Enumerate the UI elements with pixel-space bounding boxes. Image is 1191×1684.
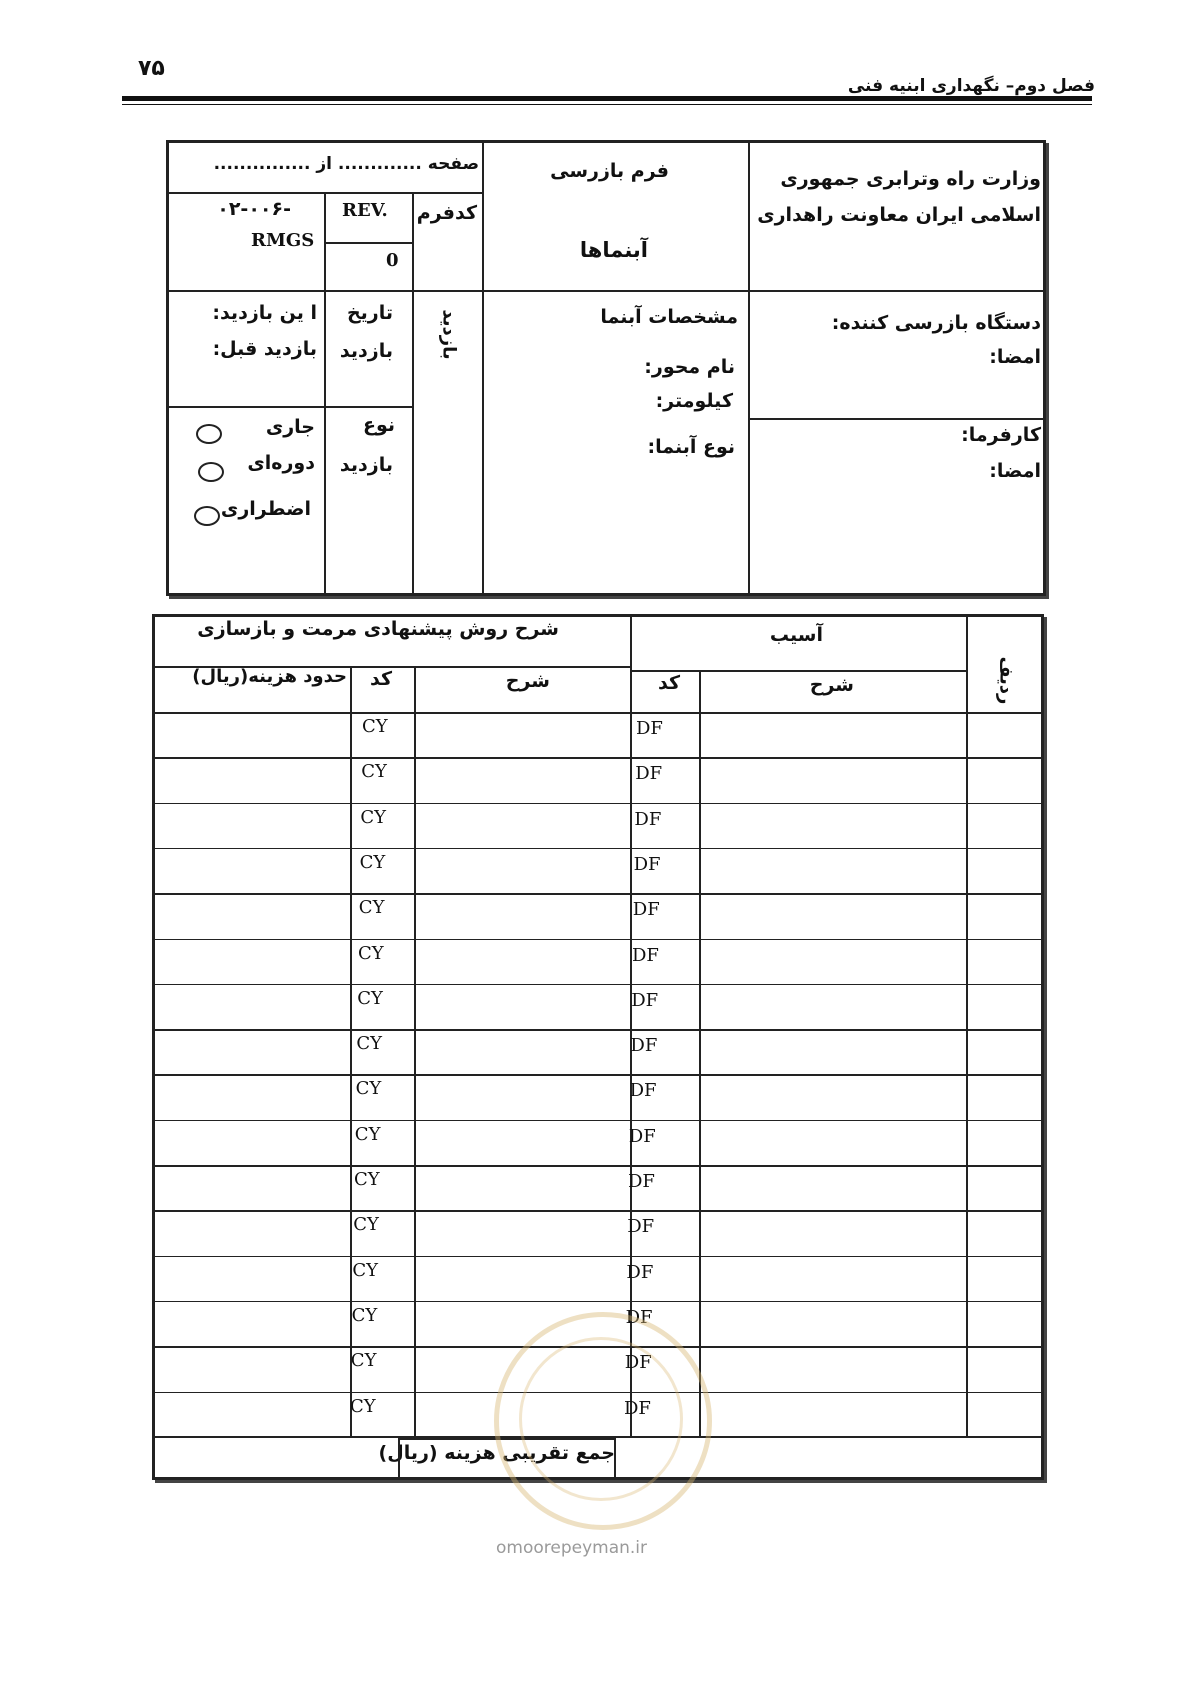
table-row	[153, 1256, 1042, 1258]
damage-code-cell[interactable]: DF	[626, 1261, 654, 1283]
damage-code-cell[interactable]: DF	[628, 1171, 655, 1192]
visit-option-emergency: اضطراری	[220, 498, 311, 520]
form-label: فرم بازرسی	[550, 160, 669, 182]
divider	[748, 418, 1044, 420]
repair-code-cell[interactable]: CY	[352, 1259, 379, 1281]
col-divider-repair-code	[414, 666, 416, 1436]
page-of-field: صفحه ............. از ...............	[213, 154, 479, 174]
repair-code-cell[interactable]: CY	[354, 1169, 380, 1190]
employer-label: کارفرما:	[961, 424, 1041, 446]
previous-visit-label: بازدید قبل:	[212, 338, 317, 360]
repair-code-cell[interactable]: CY	[362, 716, 388, 737]
damage-code-cell[interactable]: DF	[624, 1397, 651, 1419]
repair-code-cell[interactable]: CY	[360, 806, 387, 828]
table-row	[153, 1165, 1042, 1167]
signature-label-2: امضا:	[989, 460, 1041, 482]
inspector-org-label: دستگاه بازرسی کننده:	[831, 312, 1041, 334]
table-row	[153, 939, 1042, 941]
damage-code-cell[interactable]: DF	[633, 853, 661, 875]
table-row	[153, 1120, 1042, 1122]
table-row	[153, 757, 1042, 759]
repair-desc-header: شرح	[505, 670, 550, 692]
divider	[167, 290, 1044, 292]
header-rule	[122, 96, 1092, 101]
repair-code-cell[interactable]: CY	[353, 1214, 379, 1236]
damage-code-cell[interactable]: DF	[636, 718, 663, 739]
col-divider-damage-code	[699, 670, 701, 1436]
damage-code-cell[interactable]: DF	[627, 1216, 655, 1238]
visit-date-label-line2: بازدید	[339, 340, 393, 362]
divider	[412, 192, 414, 596]
damage-code-header: کد	[657, 672, 680, 694]
form-code-prefix: RMGS	[251, 230, 315, 251]
repair-code-cell[interactable]: CY	[350, 1350, 377, 1372]
divider	[482, 141, 484, 596]
visit-date-label-line1: تاریخ	[346, 302, 393, 324]
spec-title: مشخصات آبنما	[600, 306, 738, 328]
form-subject: آبنماها	[579, 238, 648, 262]
radio-periodic[interactable]	[198, 462, 224, 482]
divider	[324, 242, 412, 244]
ministry-line1: وزارت راه وترابری جمهوری	[780, 168, 1041, 190]
fountain-type-label: نوع آبنما:	[647, 436, 735, 458]
rev-value: 0	[386, 250, 399, 271]
row-number-header: ردیف	[995, 656, 1017, 705]
col-divider-row	[966, 615, 968, 1436]
this-visit-label: ا ین بازدید:	[212, 302, 317, 324]
repair-code-cell[interactable]: CY	[354, 1123, 381, 1145]
repair-code-cell[interactable]: CY	[361, 761, 387, 783]
table-row	[153, 1074, 1042, 1076]
visit-type-label-line2: بازدید	[339, 454, 393, 476]
damage-header: آسیب	[769, 624, 823, 646]
damage-code-cell[interactable]: DF	[635, 763, 663, 785]
repair-code-cell[interactable]: CY	[356, 1033, 383, 1055]
table-row	[153, 893, 1042, 895]
ministry-line2: اسلامی ایران معاونت راهداری	[757, 204, 1041, 226]
repair-method-header: شرح روش پیشنهادی مرمت و بازسازی	[197, 618, 559, 640]
damage-code-cell[interactable]: DF	[632, 944, 659, 966]
repair-code-cell[interactable]: CY	[358, 942, 384, 964]
visit-type-label-line1: نوع	[362, 414, 395, 436]
header-rule-thin	[122, 104, 1092, 105]
table-row	[153, 984, 1042, 986]
damage-code-cell[interactable]: DF	[624, 1352, 652, 1374]
damage-code-cell[interactable]: DF	[629, 1080, 657, 1102]
damage-desc-header: شرح	[809, 674, 854, 696]
watermark-seal	[494, 1312, 712, 1530]
repair-code-cell[interactable]: CY	[350, 1395, 376, 1417]
visit-option-periodic: دوره‌ای	[247, 452, 315, 474]
visit-vertical-label: بازدید	[438, 309, 460, 360]
form-code-number: -۰۲-۰۰۶	[217, 198, 291, 220]
watermark-text: omoorepeyman.ir	[496, 1538, 648, 1558]
form-code-label: کدفرم	[416, 202, 477, 224]
kilometer-label: کیلومتر:	[655, 390, 733, 412]
chapter-title: فصل دوم– نگهداری ابنیه فنی	[847, 76, 1095, 96]
repair-code-cell[interactable]: CY	[355, 1078, 382, 1100]
damage-code-cell[interactable]: DF	[630, 1035, 658, 1057]
table-row	[153, 803, 1042, 805]
divider	[324, 192, 326, 596]
rev-label: REV.	[342, 200, 388, 221]
header-divider-damage	[630, 670, 966, 672]
damage-code-cell[interactable]: DF	[634, 808, 662, 830]
repair-code-cell[interactable]: CY	[358, 897, 385, 919]
total-cost-label: جمع تقریبی هزینه (ریال)	[378, 1442, 615, 1464]
signature-label-1: امضا:	[989, 346, 1041, 368]
table-row	[153, 1029, 1042, 1031]
table-row	[153, 848, 1042, 850]
repair-code-cell[interactable]: CY	[359, 851, 386, 873]
table-row	[153, 712, 1042, 714]
divider	[167, 406, 412, 408]
damage-code-cell[interactable]: DF	[632, 899, 660, 921]
repair-code-cell[interactable]: CY	[351, 1304, 378, 1326]
radio-emergency[interactable]	[194, 506, 220, 526]
damage-code-cell[interactable]: DF	[625, 1306, 653, 1328]
visit-option-routine: جاری	[265, 416, 315, 438]
divider	[167, 192, 482, 194]
table-row	[153, 1301, 1042, 1303]
page-number: ۷۵	[138, 56, 165, 81]
axis-name-label: نام محور:	[644, 356, 735, 378]
radio-routine[interactable]	[196, 424, 222, 444]
divider	[748, 141, 750, 596]
repair-code-header: کد	[369, 668, 392, 690]
damage-code-cell[interactable]: DF	[631, 989, 659, 1011]
table-row	[153, 1210, 1042, 1212]
damage-code-cell[interactable]: DF	[628, 1125, 656, 1147]
repair-code-cell[interactable]: CY	[357, 987, 383, 1009]
cost-header: حدود هزینه(ریال)	[192, 666, 347, 687]
